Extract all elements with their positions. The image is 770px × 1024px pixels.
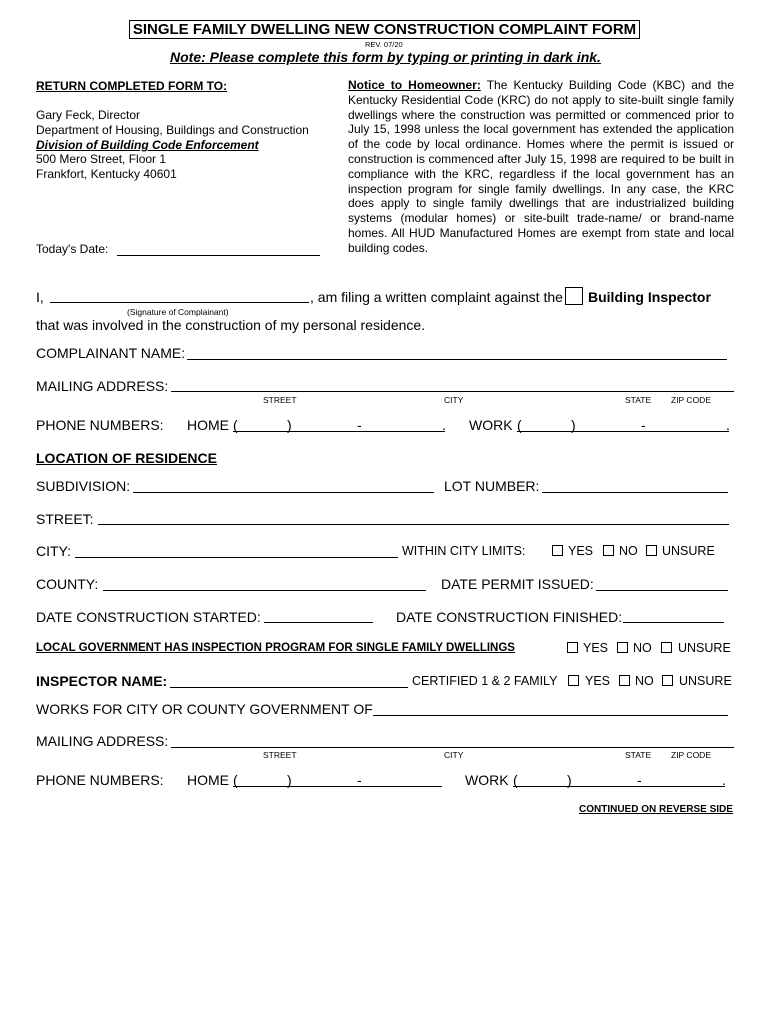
paren-close: ) bbox=[571, 417, 576, 433]
county-label: COUNTY: bbox=[36, 576, 99, 592]
return-street: 500 Mero Street, Floor 1 bbox=[36, 152, 167, 166]
certified-no-checkbox[interactable] bbox=[619, 675, 630, 686]
statement-prefix: I, bbox=[36, 289, 44, 305]
inspector-work-phone-field[interactable] bbox=[513, 786, 725, 787]
state-caption: STATE bbox=[625, 750, 652, 760]
statement-line2: that was involved in the construction of my personal residence. bbox=[36, 317, 426, 333]
certified-yes-checkbox[interactable] bbox=[568, 675, 579, 686]
form-note: Note: Please complete this form by typing or printing in dark ink. bbox=[170, 49, 601, 65]
yes-label: YES bbox=[583, 641, 609, 655]
revision-label: REV. 07/20 bbox=[365, 40, 403, 49]
todays-date-label: Today's Date: bbox=[36, 242, 109, 256]
inspector-name-label: INSPECTOR NAME: bbox=[36, 673, 168, 689]
dash: - bbox=[637, 772, 642, 788]
works-for-field[interactable] bbox=[373, 715, 728, 716]
inspector-home-label: HOME bbox=[187, 772, 229, 788]
period: . bbox=[442, 417, 446, 433]
yes-label: YES bbox=[568, 544, 594, 558]
inspector-mailing-label: MAILING ADDRESS: bbox=[36, 733, 169, 749]
zip-caption: ZIP CODE bbox=[671, 395, 711, 405]
return-heading: RETURN COMPLETED FORM TO: bbox=[36, 79, 228, 93]
city-caption: CITY bbox=[444, 750, 464, 760]
home-phone-label: HOME bbox=[187, 417, 229, 433]
complainant-mailing-field[interactable] bbox=[171, 391, 734, 392]
subdivision-label: SUBDIVISION: bbox=[36, 478, 131, 494]
date-started-field[interactable] bbox=[264, 622, 373, 623]
paren-open: ( bbox=[233, 417, 238, 433]
lot-number-label: LOT NUMBER: bbox=[444, 478, 540, 494]
paren-open: ( bbox=[513, 772, 518, 788]
return-division: Division of Building Code Enforcement bbox=[36, 138, 259, 152]
home-phone-field[interactable] bbox=[233, 431, 445, 432]
work-phone-label: WORK bbox=[469, 417, 513, 433]
date-started-label: DATE CONSTRUCTION STARTED: bbox=[36, 609, 261, 625]
yes-label: YES bbox=[585, 674, 611, 688]
street-field[interactable] bbox=[98, 524, 729, 525]
within-city-yes-checkbox[interactable] bbox=[552, 545, 563, 556]
return-name: Gary Feck, Director bbox=[36, 108, 141, 122]
complainant-name-label: COMPLAINANT NAME: bbox=[36, 345, 186, 361]
complainant-mailing-label: MAILING ADDRESS: bbox=[36, 378, 169, 394]
work-phone-field[interactable] bbox=[517, 431, 729, 432]
paren-close: ) bbox=[567, 772, 572, 788]
building-inspector-checkbox[interactable] bbox=[565, 287, 583, 305]
within-city-limits-label: WITHIN CITY LIMITS: bbox=[402, 544, 526, 558]
within-city-unsure-checkbox[interactable] bbox=[646, 545, 657, 556]
no-label: NO bbox=[633, 641, 652, 655]
period: . bbox=[726, 417, 730, 433]
city-caption: CITY bbox=[444, 395, 464, 405]
dash: - bbox=[641, 417, 646, 433]
city-label: CITY: bbox=[36, 543, 72, 559]
paren-close: ) bbox=[287, 772, 292, 788]
date-finished-field[interactable] bbox=[623, 622, 724, 623]
dash: - bbox=[357, 772, 362, 788]
date-finished-label: DATE CONSTRUCTION FINISHED: bbox=[396, 609, 623, 625]
return-department: Department of Housing, Buildings and Construction bbox=[36, 123, 309, 137]
works-for-label: WORKS FOR CITY OR COUNTY GOVERNMENT OF bbox=[36, 701, 373, 717]
inspection-program-yes-checkbox[interactable] bbox=[567, 642, 578, 653]
unsure-label: UNSURE bbox=[678, 641, 731, 655]
notice-heading: Notice to Homeowner: bbox=[348, 78, 481, 92]
inspection-program-label: LOCAL GOVERNMENT HAS INSPECTION PROGRAM FOR SINGLE FAMILY DWELLINGS bbox=[36, 642, 515, 654]
paren-open: ( bbox=[233, 772, 238, 788]
no-label: NO bbox=[635, 674, 654, 688]
statement-middle: , am filing a written complaint against the bbox=[310, 289, 563, 305]
inspection-program-unsure-checkbox[interactable] bbox=[661, 642, 672, 653]
todays-date-field[interactable] bbox=[117, 255, 320, 256]
street-label: STREET: bbox=[36, 511, 94, 527]
complainant-name-field[interactable] bbox=[187, 359, 727, 360]
complainant-phone-label: PHONE NUMBERS: bbox=[36, 417, 164, 433]
inspector-work-label: WORK bbox=[465, 772, 509, 788]
inspection-program-no-checkbox[interactable] bbox=[617, 642, 628, 653]
inspector-home-phone-field[interactable] bbox=[233, 786, 442, 787]
continued-note: CONTINUED ON REVERSE SIDE bbox=[579, 804, 733, 815]
notice-body: The Kentucky Building Code (KBC) and the Kentucky Residential Code (KRC) do not apply to site-built single family dwellings where the construction was permitted or commenced prior to July 15, 1998 unless the local government has extended the application of the code by local ordinance. Homes where the permit is issued or construction is commenced after July 15, 1998 are required to be built in compliance with the KRC, regardless if the local government has an inspection program for single family dwellings. In any case, the KRC does apply to single family dwellings that are industrialized building systems (modular homes) or site-built trade-name/ or brand-name homes. All HUD Manufactured Homes are exempt from state and local building codes. bbox=[348, 78, 735, 255]
state-caption: STATE bbox=[625, 395, 652, 405]
notice-to-homeowner bbox=[348, 78, 734, 256]
street-caption: STREET bbox=[263, 750, 297, 760]
no-label: NO bbox=[619, 544, 638, 558]
paren-open: ( bbox=[517, 417, 522, 433]
building-inspector-label: Building Inspector bbox=[588, 289, 711, 305]
inspector-phone-label: PHONE NUMBERS: bbox=[36, 772, 164, 788]
certified-label: CERTIFIED 1 & 2 FAMILY bbox=[412, 674, 558, 688]
subdivision-field[interactable] bbox=[133, 492, 434, 493]
paren-close: ) bbox=[287, 417, 292, 433]
street-caption: STREET bbox=[263, 395, 297, 405]
form-title: SINGLE FAMILY DWELLING NEW CONSTRUCTION COMPLAINT FORM bbox=[129, 20, 640, 39]
city-field[interactable] bbox=[75, 557, 398, 558]
period: . bbox=[722, 772, 726, 788]
unsure-label: UNSURE bbox=[679, 674, 732, 688]
signature-field[interactable] bbox=[50, 302, 309, 303]
inspector-mailing-field[interactable] bbox=[171, 747, 734, 748]
certified-unsure-checkbox[interactable] bbox=[662, 675, 673, 686]
zip-caption: ZIP CODE bbox=[671, 750, 711, 760]
date-permit-field[interactable] bbox=[596, 590, 728, 591]
return-city: Frankfort, Kentucky 40601 bbox=[36, 167, 177, 181]
dash: - bbox=[357, 417, 362, 433]
within-city-no-checkbox[interactable] bbox=[603, 545, 614, 556]
inspector-name-field[interactable] bbox=[170, 687, 408, 688]
signature-caption: (Signature of Complainant) bbox=[127, 307, 229, 317]
date-permit-label: DATE PERMIT ISSUED: bbox=[441, 576, 594, 592]
residence-heading: LOCATION OF RESIDENCE bbox=[36, 450, 217, 466]
county-field[interactable] bbox=[103, 590, 426, 591]
lot-number-field[interactable] bbox=[542, 492, 728, 493]
unsure-label: UNSURE bbox=[662, 544, 715, 558]
